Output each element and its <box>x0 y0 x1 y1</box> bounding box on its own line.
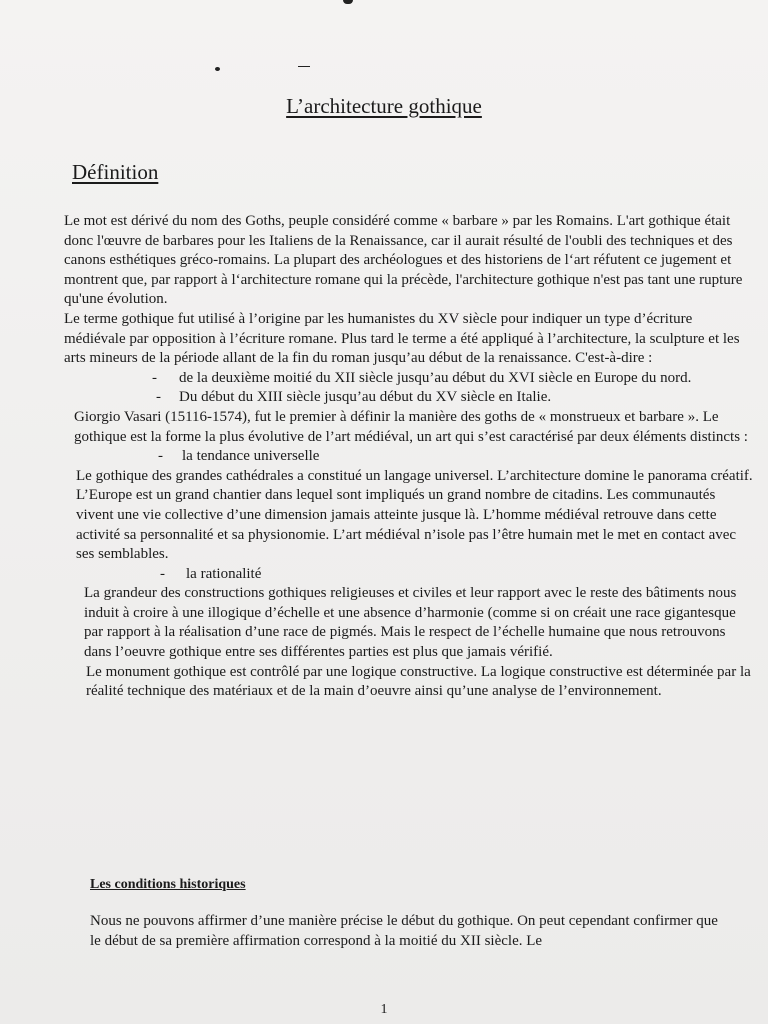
bullet-dash: - <box>152 369 157 386</box>
paragraph: L’Europe est un grand chantier dans lequel sont impliqués un grand nombre de citadins. Les communautés vivent une vie collective d’une dimension jamais atteinte jusque là. L’homme médiéval retrouve dans cette activité sa personnalité et sa physionomie. L’art médiéval n’isole pas l’être humain met le met en contact avec ses semblables. <box>76 487 737 563</box>
definition-body <box>64 212 754 702</box>
paragraph: Giorgio Vasari (15116-1574), fut le premier à définir la manière des goths de « monstrueux et barbare ». Le gothique est la forme la plus évolutive de l’art médiéval, un art qui s’est caractérisé par deux éléments distincts : <box>74 408 748 445</box>
bullet-dash: - <box>156 389 161 406</box>
scan-speck <box>343 0 353 4</box>
paragraph: La grandeur des constructions gothiques religieuses et civiles et leur rapport avec le reste des bâtiments nous induit à croire à une illogique d’échelle et une absence d’harmonie (comme si on créait une race gigantesque par rapport à la réalisation d’une race de pigmés. Mais le respect de l’échelle humaine que nous retrouvons dans l’oeuvre gothique entre ses différentes parties est plus que jamais vérifié. <box>84 585 737 661</box>
scan-speck <box>298 66 310 67</box>
list-item-text: de la deuxième moitié du XII siècle jusqu’au début du XVI siècle en Europe du nord. <box>179 369 692 386</box>
paragraph: Nous ne pouvons affirmer d’une manière précise le début du gothique. On peut cependant confirmer que le début de sa première affirmation correspond à la moitié du XII siècle. Le <box>90 913 718 949</box>
list-item-text: Du début du XIII siècle jusqu’au début du XV siècle en Italie. <box>179 389 552 406</box>
document-title: L’architecture gothique <box>286 94 482 118</box>
list-item <box>64 447 754 467</box>
list-item <box>64 565 754 585</box>
section-heading-conditions-historiques: Les conditions historiques <box>90 877 246 892</box>
scan-speck <box>215 67 220 71</box>
paragraph: Le terme gothique fut utilisé à l’origine par les humanistes du XV siècle pour indiquer un type d’écriture médiévale par opposition à l’écriture romane. Plus tard le terme a été appliqué à l’architecture, la sculpture et les arts mineurs de la période allant de la fin du roman jusqu’au début de la renaissance. C'est-à-dire : <box>64 310 740 367</box>
paragraph: Le gothique des grandes cathédrales a constitué un langage universel. L’architecture domine le panorama créatif. <box>76 467 753 484</box>
bullet-dash: - <box>158 448 163 465</box>
list-item-text: la tendance universelle <box>182 448 320 465</box>
list-item <box>64 388 754 408</box>
page-number: 1 <box>380 1002 388 1017</box>
list-item-text: la rationalité <box>186 565 262 582</box>
paragraph: Le mot est dérivé du nom des Goths, peuple considéré comme « barbare » par les Romains. L'art gothique était donc l'œuvre de barbares pour les Italiens de la Renaissance, car il aurait résulté de l'oubli des techniques et des canons esthétiques gréco-romains. La plupart des archéologues et des historiens de l‘art réfutent ce jugement et montrent que, par rapport à l‘architecture romane qui la précède, l'architecture gothique n'est pas tant une rupture qu'une évolution. <box>64 213 743 308</box>
conditions-body <box>90 912 730 951</box>
section-heading-definition: Définition <box>72 160 159 184</box>
list-item <box>64 369 754 389</box>
paragraph: Le monument gothique est contrôlé par une logique constructive. La logique constructive est déterminée par la réalité technique des matériaux et de la main d’oeuvre ainsi qu’une analyse de l’environnement. <box>86 663 751 700</box>
bullet-dash: - <box>160 565 165 582</box>
